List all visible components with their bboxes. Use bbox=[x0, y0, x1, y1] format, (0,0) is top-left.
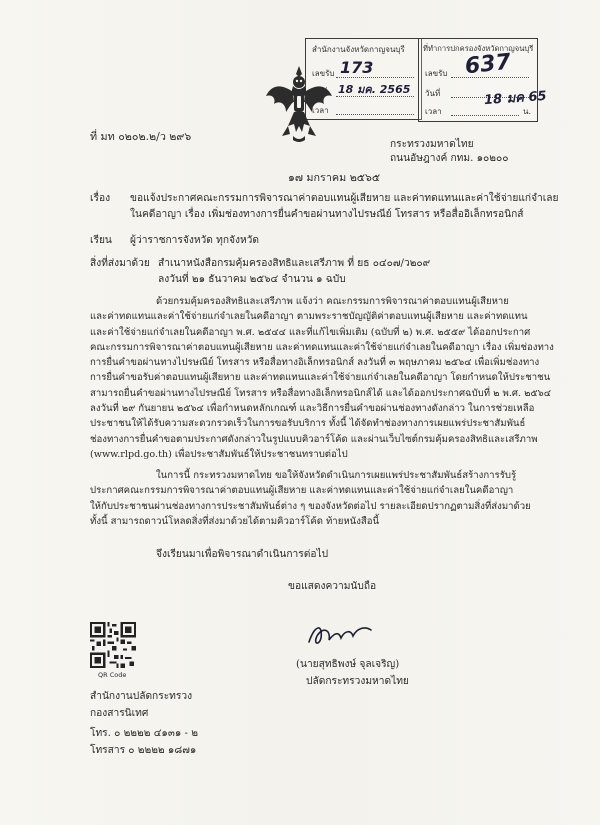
salutation-recipient: ผู้ว่าราชการจังหวัด ทุกจังหวัด bbox=[130, 235, 259, 246]
qr-code bbox=[90, 622, 136, 668]
footer-office: สำนักงานปลัดกระทรวง bbox=[90, 691, 193, 702]
closing-phrase: ขอแสดงความนับถือ bbox=[288, 581, 377, 592]
document-number: ที่ มท ๐๒๐๒.๒/ว ๒๙๖ bbox=[90, 130, 192, 143]
stamp-no-handwritten: 173 bbox=[340, 58, 374, 77]
body-line: และค่าทดแทนและค่าใช้จ่ายแก่จำเลยในคดีอาญา ตามพระราชบัญญัติค่าตอบแทนผู้เสียหาย และค่าทดแทน bbox=[90, 311, 528, 323]
body-line: ลงวันที่ ๒๙ กันยายน ๒๕๖๔ เพื่อกำหนดหลักเกณฑ์ และวิธีการยื่นคำขอผ่านช่องทางดังกล่าว ในการช่วยเหลือ bbox=[90, 403, 535, 415]
stamp-time-label: เวลา bbox=[312, 106, 329, 115]
signer-position: ปลัดกระทรวงมหาดไทย bbox=[306, 676, 409, 687]
stamp-office-name: ที่ทำการปกครองจังหวัดกาญจนบุรี bbox=[423, 44, 534, 53]
signature bbox=[305, 620, 375, 650]
closing-request: จึงเรียนมาเพื่อพิจารณาดำเนินการต่อไป bbox=[156, 549, 329, 560]
qr-code-label: QR Code bbox=[98, 671, 127, 679]
subject-line-2: ในคดีอาญา เรื่อง เพิ่มช่องทางการยื่นคำขอผ่านทางไปรษณีย์ โทรสาร หรือสื่ออิเล็กทรอนิกส์ bbox=[130, 209, 524, 220]
body-line: สามารถยื่นคำขอผ่านทางไปรษณีย์ โทรสาร หรือสื่อทางอิเล็กทรอนิกส์ได้ และได้ออกประกาศฉบับที่ ๒ พ.ศ. ๒๕๖๔ bbox=[90, 387, 552, 399]
body-line: (www.rlpd.go.th) เพื่อประชาสัมพันธ์ให้ประชาชนทราบต่อไป bbox=[90, 448, 348, 460]
stamp-office-name: สำนักงานจังหวัดกาญจนบุรี bbox=[312, 45, 405, 54]
signer-name: (นายสุทธิพงษ์ จุลเจริญ) bbox=[296, 659, 400, 670]
stamp-no-label: เลขรับ bbox=[425, 69, 448, 78]
ministry-address: ถนนอัษฎางค์ กทม. ๑๐๒๐๐ bbox=[390, 153, 509, 164]
body-line: ประชาชนให้ได้รับความสะดวกรวดเร็วในการขอรับบริการ ทั้งนี้ ได้จัดทำช่องทางการเผยแพร่ประชาสัมพันธ์ bbox=[90, 418, 526, 430]
garuda-emblem-icon bbox=[264, 62, 334, 144]
body-paragraph-1 bbox=[90, 294, 554, 462]
stamp-time-suffix: น. bbox=[523, 107, 532, 116]
enclosure-label: สิ่งที่ส่งมาด้วย bbox=[90, 258, 150, 269]
stamp-no-label: เลขรับ bbox=[312, 69, 335, 78]
salutation-label: เรียน bbox=[90, 235, 112, 246]
body-line: ในการนี้ กระทรวงมหาดไทย ขอให้จังหวัดดำเนินการเผยแพร่ประชาสัมพันธ์สร้างการรับรู้ bbox=[156, 470, 517, 481]
subject-label: เรื่อง bbox=[90, 193, 111, 204]
footer-telephone: โทร. ๐ ๒๒๒๒ ๔๑๓๑ - ๒ bbox=[90, 728, 198, 739]
body-line: ทั้งนี้ สามารถดาวน์โหลดสิ่งที่ส่งมาด้วยได้ตามคิวอาร์โค้ด ท้ายหนังสือนี้ bbox=[90, 515, 380, 527]
body-line: การยื่นคำขอผ่านทางไปรษณีย์ โทรสาร หรือสื่อทางอิเล็กทรอนิกส์ ลงวันที่ ๓ พฤษภาคม ๒๕๖๔ เพื่อเพิ่มช่องทาง bbox=[90, 357, 540, 369]
footer-fax: โทรสาร ๐ ๒๒๒๒ ๑๘๗๑ bbox=[90, 745, 197, 756]
stamp-date-handwritten: 18 มค 65 bbox=[483, 88, 548, 109]
subject-line-1: ขอแจ้งประกาศคณะกรรมการพิจารณาค่าตอบแทนผู้เสียหาย และค่าทดแทนและค่าใช้จ่ายแก่จำเลย bbox=[130, 193, 559, 204]
enclosure-line-2: ลงวันที่ ๒๑ ธันวาคม ๒๕๖๔ จำนวน ๑ ฉบับ bbox=[158, 274, 346, 285]
body-line: ประกาศคณะกรรมการพิจารณาค่าตอบแทนผู้เสียหาย และค่าทดแทนและค่าใช้จ่ายแก่จำเลยในคดีอาญา bbox=[90, 485, 514, 497]
body-line: ช่องทางการยื่นคำขอตามประกาศดังกล่าวในรูปแบบคิวอาร์โค้ด และผ่านเว็บไซต์กรมคุ้มครองสิทธิและเสรีภาพ bbox=[90, 433, 538, 445]
body-line: คณะกรรมการพิจารณาค่าตอบแทนผู้เสียหาย และค่าทดแทนและค่าใช้จ่ายแก่จำเลยในคดีอาญา เรื่อง เพิ่มช่องทาง bbox=[90, 341, 554, 353]
document-date: ๑๗ มกราคม ๒๕๖๕ bbox=[288, 171, 381, 184]
body-line: ให้กับประชาชนผ่านช่องทางการประชาสัมพันธ์ต่าง ๆ ของจังหวัดต่อไป รายละเอียดปรากฏตามสิ่งที่ส่งมาด้วย bbox=[90, 500, 531, 512]
ministry-name: กระทรวงมหาดไทย bbox=[390, 139, 474, 150]
body-line: การยื่นคำขอรับค่าตอบแทนผู้เสียหาย และค่าทดแทนและค่าใช้จ่ายแก่จำเลยในคดีอาญา โดยกำหนดให้ประชาชน bbox=[90, 372, 551, 384]
footer-division: กองสารนิเทศ bbox=[90, 708, 149, 719]
receipt-stamp-provincial-administration bbox=[418, 38, 538, 122]
body-paragraph-2 bbox=[90, 468, 531, 529]
stamp-date-handwritten: 18 มค. 2565 bbox=[338, 83, 411, 96]
body-line: ด้วยกรมคุ้มครองสิทธิและเสรีภาพ แจ้งว่า คณะกรรมการพิจารณาค่าตอบแทนผู้เสียหาย bbox=[156, 296, 509, 307]
enclosure-line-1: สำเนาหนังสือกรมคุ้มครองสิทธิและเสรีภาพ ที่ ยธ ๐๔๐๗/ว๒๐๙ bbox=[158, 258, 431, 269]
stamp-no-handwritten: 637 bbox=[463, 49, 513, 80]
stamp-time-label: เวลา bbox=[425, 107, 442, 116]
stamp-date-label: วันที่ bbox=[425, 89, 441, 98]
body-line: และค่าใช้จ่ายแก่จำเลยในคดีอาญา พ.ศ. ๒๕๔๔ และที่แก้ไขเพิ่มเติม (ฉบับที่ ๒) พ.ศ. ๒๕๕๙ ได้ออกประกาศ bbox=[90, 326, 531, 338]
